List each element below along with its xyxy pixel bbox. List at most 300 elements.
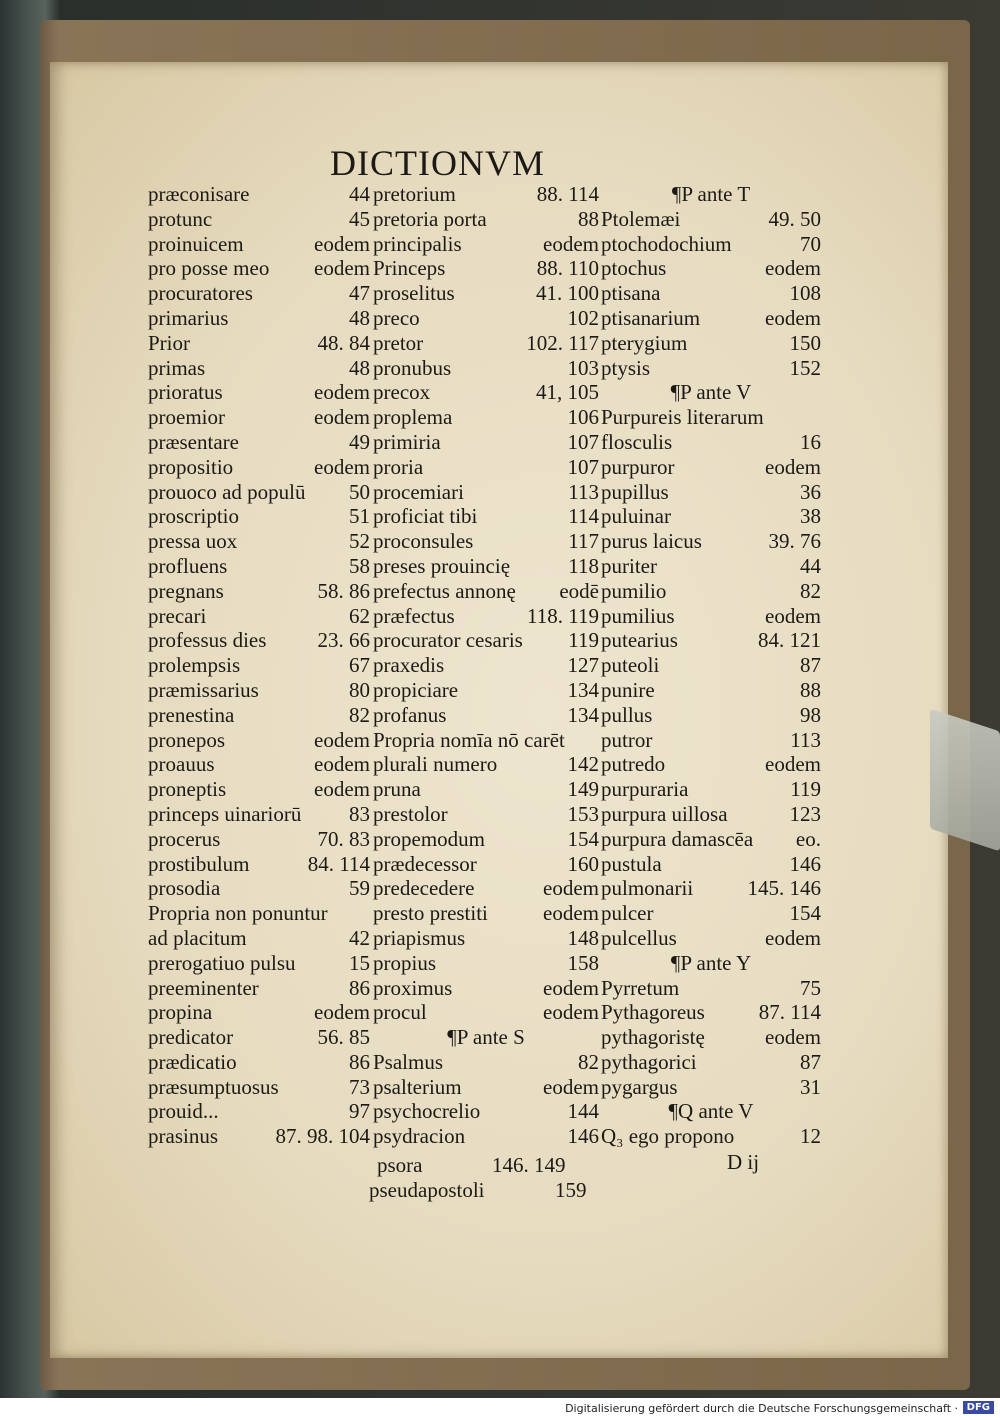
entry-word: preco: [373, 305, 420, 330]
index-entry: [373, 728, 599, 753]
section-heading-label: ¶P ante S: [447, 1025, 525, 1050]
index-entry: [601, 1075, 821, 1100]
entry-word: propina: [148, 1000, 213, 1025]
signature-mark: D ij: [727, 1150, 760, 1174]
entry-page-number: 58. 86: [317, 578, 370, 603]
entry-word: purpura damascēa: [601, 826, 754, 851]
entry-word: proximus: [373, 975, 453, 1000]
index-entry: [373, 380, 599, 405]
entry-word: Psalmus: [373, 1049, 444, 1074]
entry-page-number: 52: [349, 529, 370, 554]
entry-word: pterygium: [601, 330, 688, 355]
entry-page-number: 123: [789, 801, 821, 826]
entry-word: pregnans: [148, 578, 224, 603]
entry-page-number: 70: [800, 231, 821, 256]
entry-page-number: 118: [568, 553, 599, 578]
index-entry: [601, 306, 821, 331]
entry-word: pustula: [601, 851, 662, 876]
entry-page-number: 113: [568, 479, 599, 504]
entry-page-number: eodem: [765, 305, 821, 330]
entry-word: purpuraria: [601, 777, 689, 802]
entry-page-number: 23. 66: [317, 628, 370, 653]
index-entry: [373, 504, 599, 529]
entry-word: proscriptio: [148, 504, 239, 529]
entry-word: Pythagoreus: [601, 1000, 705, 1025]
index-entry: [148, 1025, 370, 1050]
entry-word: proficiat tibi: [373, 504, 478, 529]
entry-word: prouid...: [148, 1099, 219, 1124]
entry-word: profluens: [148, 553, 228, 578]
index-entry: [601, 331, 821, 356]
section-heading-label: ¶P ante T: [671, 182, 751, 206]
entry-word: prædecessor: [373, 851, 477, 876]
index-entry: [373, 306, 599, 331]
index-column-2: [373, 182, 599, 1149]
entry-word: pressa uox: [148, 529, 238, 554]
index-entry: [601, 777, 821, 802]
entry-page-number: eodem: [314, 405, 370, 430]
index-entry: [601, 1050, 821, 1075]
entry-word: prostibulum: [148, 851, 250, 876]
entry-page-number: 87: [800, 1049, 821, 1074]
entry-page-number: 51: [349, 504, 370, 529]
entry-page-number: eodem: [543, 1074, 599, 1099]
entry-page-number: 88. 110: [536, 256, 599, 281]
entry-word: preeminenter: [148, 975, 259, 1000]
entry-page-number: 108: [789, 281, 821, 306]
entry-page-number: 86: [349, 975, 370, 1000]
index-entry: [148, 604, 370, 629]
entry-page-number: eodem: [765, 925, 821, 950]
entry-page-number: 160: [567, 851, 599, 876]
digitization-credit: Digitalisierung gefördert durch die Deutsche Forschungsgemeinschaft ·: [565, 1402, 958, 1415]
index-entry: [601, 728, 821, 753]
entry-word: puriter: [601, 553, 657, 578]
index-entry: [148, 306, 370, 331]
entry-page-number: 119: [568, 628, 599, 653]
entry-word: prefectus annonę: [373, 578, 516, 603]
index-entry: [601, 604, 821, 629]
entry-word: ptochus: [601, 256, 667, 281]
entry-page-number: 146: [567, 1124, 599, 1149]
index-entry: [601, 678, 821, 703]
index-entry: [148, 182, 370, 207]
entry-word: purpura uillosa: [601, 801, 728, 826]
entry-page-number: 158: [567, 950, 599, 975]
entry-page-number: 146: [789, 851, 821, 876]
entry-word: psydracion: [373, 1124, 466, 1149]
entry-word: presto prestiti: [373, 901, 488, 926]
entry-page-number: 152: [789, 355, 821, 380]
entry-word: prasinus: [148, 1124, 218, 1149]
entry-page-number: eodem: [543, 876, 599, 901]
entry-word: procul: [373, 1000, 427, 1025]
entry-page-number: 48: [349, 355, 370, 380]
entry-word: predicator: [148, 1025, 234, 1050]
index-entry: [373, 554, 599, 579]
entry-page-number: 41. 100: [536, 281, 599, 306]
entry-word: proplema: [373, 405, 453, 430]
entry-page-number: 58: [349, 553, 370, 578]
index-entry: [148, 579, 370, 604]
entry-word: putredo: [601, 752, 666, 777]
entry-word: procurator cesaris: [373, 628, 523, 653]
entry-word: propius: [373, 950, 436, 975]
entry-word: pronepos: [148, 727, 225, 752]
entry-word: ptysis: [601, 355, 651, 380]
entry-word: pumilio: [601, 578, 667, 603]
entry-word: proauus: [148, 752, 215, 777]
index-entry: [148, 802, 370, 827]
entry-page-number: eodem: [765, 1025, 821, 1050]
entry-word: primas: [148, 355, 206, 380]
entry-word: principalis: [373, 231, 462, 256]
index-entry: [148, 976, 370, 1001]
entry-page-number: eodem: [314, 727, 370, 752]
index-entry: [373, 480, 599, 505]
index-entry: [373, 976, 599, 1001]
entry-page-number: 103: [567, 355, 599, 380]
index-entry: [373, 752, 599, 777]
section-heading-label: ¶P ante Y: [670, 950, 752, 975]
index-entry: [601, 976, 821, 1001]
entry-page-number: 12: [800, 1124, 821, 1149]
entry-word: pretorium: [373, 182, 456, 206]
entry-word: præconisare: [148, 182, 250, 206]
index-entry: [148, 256, 370, 281]
entry-word: predecedere: [373, 876, 475, 901]
entry-page-number: 153: [567, 801, 599, 826]
entry-word: propemodum: [373, 826, 485, 851]
index-entry: [601, 852, 821, 877]
entry-word: propiciare: [373, 677, 459, 702]
entry-page-number: 49: [349, 429, 370, 454]
index-entry: [601, 1124, 821, 1149]
entry-word: procemiari: [373, 479, 464, 504]
entry-page-number: 117: [568, 529, 599, 554]
entry-word: proconsules: [373, 529, 474, 554]
tail-entry-number: 146. 149: [492, 1153, 566, 1177]
entry-word: prolempsis: [148, 653, 241, 678]
entry-word: prenestina: [148, 702, 235, 727]
entry-page-number: 82: [349, 702, 370, 727]
entry-page-number: 154: [789, 901, 821, 926]
index-entry: [373, 529, 599, 554]
entry-word: ptochodochium: [601, 231, 732, 256]
index-entry: [373, 256, 599, 281]
index-entry: [601, 480, 821, 505]
index-entry: [373, 678, 599, 703]
index-entry: [601, 752, 821, 777]
index-column-3: [601, 182, 821, 1149]
entry-page-number: 88: [578, 206, 599, 231]
index-entry: [601, 802, 821, 827]
index-entry: [373, 777, 599, 802]
index-entry: [373, 207, 599, 232]
index-entry: [373, 182, 599, 207]
entry-word: prouoco ad populū: [148, 479, 306, 504]
index-entry: [601, 405, 821, 430]
index-entry: [373, 1000, 599, 1025]
index-entry: [601, 827, 821, 852]
entry-page-number: 56. 85: [317, 1025, 370, 1050]
entry-word: priapismus: [373, 925, 466, 950]
entry-page-number: eodē: [559, 578, 599, 603]
entry-page-number: 87. 114: [758, 1000, 821, 1025]
index-entry: [148, 876, 370, 901]
entry-page-number: 113: [790, 727, 821, 752]
entry-word: precox: [373, 380, 431, 405]
entry-word: puteoli: [601, 653, 660, 678]
entry-word: Pyrretum: [601, 975, 680, 1000]
entry-page-number: 107: [567, 454, 599, 479]
entry-word: Propria nomīa nō carēt: [373, 727, 565, 752]
index-entry: [148, 430, 370, 455]
entry-page-number: 36: [800, 479, 821, 504]
index-entry: [148, 827, 370, 852]
index-entry: [373, 876, 599, 901]
index-entry: [373, 628, 599, 653]
entry-page-number: 48. 84: [317, 330, 370, 355]
entry-page-number: 154: [567, 826, 599, 851]
entry-word: Propria non ponuntur: [148, 901, 328, 926]
entry-page-number: 145. 146: [747, 876, 821, 901]
entry-word: pygargus: [601, 1074, 678, 1099]
entry-page-number: eo.: [795, 826, 821, 851]
index-entry: [148, 653, 370, 678]
index-entry: [601, 628, 821, 653]
index-entry: [373, 430, 599, 455]
page-heading: DICTIONVM: [330, 143, 545, 183]
entry-page-number: 49. 50: [768, 206, 821, 231]
index-entry: [148, 951, 370, 976]
index-entry: [373, 604, 599, 629]
index-entry: [373, 852, 599, 877]
index-entry: [148, 1075, 370, 1100]
index-entry: [373, 455, 599, 480]
entry-page-number: 127: [567, 653, 599, 678]
index-entry: [373, 331, 599, 356]
index-entry: [148, 380, 370, 405]
entry-word: præmissarius: [148, 677, 259, 702]
entry-page-number: 148: [567, 925, 599, 950]
entry-word: pythagoristę: [601, 1025, 705, 1050]
index-entry: [373, 703, 599, 728]
entry-page-number: 87: [800, 653, 821, 678]
entry-page-number: eodem: [765, 454, 821, 479]
index-entry: [601, 554, 821, 579]
entry-page-number: 48: [349, 305, 370, 330]
entry-page-number: eodem: [314, 231, 370, 256]
index-entry: [148, 1050, 370, 1075]
entry-page-number: 134: [567, 677, 599, 702]
index-entry: [148, 852, 370, 877]
entry-page-number: eodem: [314, 454, 370, 479]
entry-page-number: 87. 98. 104: [275, 1124, 370, 1149]
index-entry: [148, 529, 370, 554]
index-entry: [148, 777, 370, 802]
entry-word: primiria: [373, 429, 441, 454]
index-column-1: [148, 182, 370, 1149]
index-entry: [148, 752, 370, 777]
index-entry: [373, 827, 599, 852]
entry-word: psychocrelio: [373, 1099, 481, 1124]
entry-word: Ptolemæi: [601, 206, 681, 231]
entry-page-number: 97: [349, 1099, 370, 1124]
index-entry: [601, 504, 821, 529]
index-entry: [373, 1124, 599, 1149]
section-heading: [601, 182, 821, 207]
entry-word: proria: [373, 454, 424, 479]
entry-word: Princeps: [373, 256, 446, 281]
entry-word: prosodia: [148, 876, 221, 901]
entry-page-number: 86: [349, 1049, 370, 1074]
index-entry: [601, 232, 821, 257]
entry-page-number: 84. 121: [758, 628, 821, 653]
entry-page-number: eodem: [765, 603, 821, 628]
entry-page-number: eodem: [543, 901, 599, 926]
index-entry: [148, 207, 370, 232]
entry-page-number: 44: [800, 553, 821, 578]
index-entry: [601, 529, 821, 554]
entry-word: pretor: [373, 330, 424, 355]
entry-page-number: 119: [790, 777, 821, 802]
entry-page-number: 144: [567, 1099, 599, 1124]
index-entry: [148, 331, 370, 356]
entry-word: ptisanarium: [601, 305, 701, 330]
entry-page-number: 31: [800, 1074, 821, 1099]
entry-word: pruna: [373, 777, 421, 802]
index-entry: [148, 1000, 370, 1025]
index-entry: [148, 554, 370, 579]
entry-page-number: 44: [349, 182, 370, 206]
index-entry: [601, 455, 821, 480]
index-entry: [601, 653, 821, 678]
index-entry: [373, 232, 599, 257]
entry-word: pupillus: [601, 479, 669, 504]
entry-page-number: eodem: [543, 1000, 599, 1025]
entry-word: princeps uinariorū: [148, 801, 302, 826]
entry-page-number: 88: [800, 677, 821, 702]
index-entry: [148, 926, 370, 951]
entry-word: præsentare: [148, 429, 239, 454]
entry-word: preses prouincię: [373, 553, 511, 578]
section-heading: [601, 1099, 821, 1124]
tail-entry-word: pseudapostoli: [369, 1178, 485, 1202]
entry-page-number: 45: [349, 206, 370, 231]
entry-page-number: 41, 105: [536, 380, 599, 405]
index-entry: [601, 926, 821, 951]
entry-word: psalterium: [373, 1074, 462, 1099]
entry-word: proemior: [148, 405, 225, 430]
entry-word: pretoria porta: [373, 206, 487, 231]
index-entry: [148, 480, 370, 505]
section-heading-label: ¶P ante V: [670, 380, 752, 405]
index-entry: [373, 1075, 599, 1100]
index-entry: [601, 1025, 821, 1050]
entry-word: procuratores: [148, 281, 253, 306]
index-entry: [601, 579, 821, 604]
index-entry: [601, 430, 821, 455]
page-marker-strip: [930, 709, 1000, 852]
entry-word: flosculis: [601, 429, 673, 454]
entry-word: ad placitum: [148, 925, 247, 950]
entry-page-number: 88. 114: [536, 182, 599, 206]
entry-page-number: 98: [800, 702, 821, 727]
entry-word: Purpureis literarum: [601, 405, 764, 430]
entry-page-number: eodem: [314, 380, 370, 405]
entry-page-number: 102. 117: [526, 330, 599, 355]
index-entry: [601, 356, 821, 381]
index-entry: [373, 653, 599, 678]
entry-word: Prior: [148, 330, 190, 355]
entry-word: plurali numero: [373, 752, 498, 777]
tail-entry-number: 159: [555, 1178, 587, 1202]
entry-page-number: eodem: [765, 752, 821, 777]
entry-word: procerus: [148, 826, 221, 851]
index-entry: [373, 951, 599, 976]
entry-page-number: 47: [349, 281, 370, 306]
entry-page-number: eodem: [314, 777, 370, 802]
index-entry: [601, 1000, 821, 1025]
index-entry: [148, 628, 370, 653]
entry-word: prædicatio: [148, 1049, 237, 1074]
entry-page-number: 15: [349, 950, 370, 975]
index-entry: [373, 405, 599, 430]
section-heading: [373, 1025, 599, 1050]
entry-page-number: 39. 76: [768, 529, 821, 554]
entry-word: praxedis: [373, 653, 445, 678]
index-entry: [148, 504, 370, 529]
entry-word: pullus: [601, 702, 653, 727]
entry-page-number: 142: [567, 752, 599, 777]
entry-page-number: 82: [578, 1049, 599, 1074]
entry-page-number: eodem: [314, 752, 370, 777]
entry-page-number: 80: [349, 677, 370, 702]
entry-word: primarius: [148, 305, 229, 330]
index-entry: [148, 1124, 370, 1149]
entry-word: proselitus: [373, 281, 455, 306]
index-entry: [373, 1050, 599, 1075]
index-entry: [601, 876, 821, 901]
entry-page-number: 82: [800, 578, 821, 603]
entry-page-number: eodem: [314, 256, 370, 281]
index-entry: [148, 405, 370, 430]
entry-page-number: 16: [800, 429, 821, 454]
index-entry: [148, 703, 370, 728]
index-entry: [601, 207, 821, 232]
entry-page-number: 102: [567, 305, 599, 330]
entry-page-number: eodem: [314, 1000, 370, 1025]
entry-page-number: 84. 114: [307, 851, 370, 876]
entry-word: præsumptuosus: [148, 1074, 279, 1099]
entry-page-number: 114: [568, 504, 599, 529]
entry-word: præfectus: [373, 603, 455, 628]
entry-page-number: 106: [567, 405, 599, 430]
index-entry: [148, 728, 370, 753]
entry-word: pulcer: [601, 901, 654, 926]
entry-page-number: 42: [349, 925, 370, 950]
index-entry: [601, 703, 821, 728]
entry-word: proinuicem: [148, 231, 244, 256]
entry-page-number: 38: [800, 504, 821, 529]
index-entry: [373, 281, 599, 306]
index-entry: [373, 926, 599, 951]
entry-page-number: 70. 83: [317, 826, 370, 851]
entry-page-number: eodem: [543, 975, 599, 1000]
entry-word: Q₃ ego propono: [601, 1124, 735, 1149]
entry-word: propositio: [148, 454, 234, 479]
